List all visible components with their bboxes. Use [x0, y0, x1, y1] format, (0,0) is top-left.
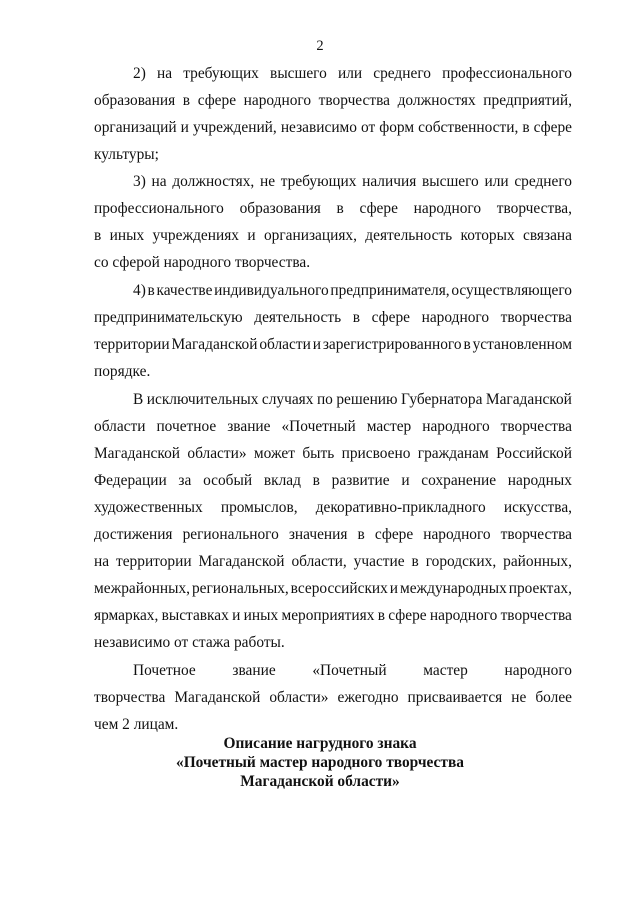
word: «Почетный — [312, 662, 387, 679]
paragraph-last-line: культуры; — [94, 146, 159, 163]
word: почетное — [156, 418, 217, 435]
word: в — [312, 472, 320, 489]
word: учреждений, — [192, 119, 277, 136]
word: Магаданской — [171, 336, 258, 353]
word: требующих — [183, 65, 259, 82]
word: народного — [421, 309, 490, 326]
word: на — [151, 173, 167, 190]
word: иных — [243, 607, 279, 624]
word: деятельность — [254, 309, 342, 326]
paragraph-line — [94, 579, 572, 599]
word: народного — [504, 662, 572, 679]
word: в — [352, 309, 361, 326]
word: районных, — [503, 553, 572, 570]
word: 2) — [133, 65, 146, 82]
word: случаях — [261, 391, 314, 408]
word: или — [484, 173, 509, 190]
word: установленном — [472, 336, 572, 353]
word: в — [336, 200, 344, 217]
word: более — [535, 689, 572, 706]
word: творчества — [500, 526, 572, 543]
word: народного — [423, 526, 491, 543]
word: участие — [353, 553, 405, 570]
page-number: 2 — [316, 38, 324, 54]
word: сфере — [533, 119, 572, 136]
word: и — [312, 336, 321, 353]
word: которых — [460, 227, 515, 244]
word: исключительных — [146, 391, 259, 408]
word: народных — [507, 472, 572, 489]
word: в — [147, 282, 155, 299]
word: области — [94, 418, 146, 435]
word: выставках — [161, 607, 229, 624]
word: народного — [429, 607, 498, 624]
word: форм — [379, 119, 415, 136]
word: деятельность — [365, 227, 453, 244]
word: области, — [291, 553, 347, 570]
word: и — [247, 227, 256, 244]
word: Магаданской — [174, 689, 261, 706]
word: по — [316, 391, 333, 408]
paragraph-line — [94, 444, 572, 464]
word: в — [94, 227, 102, 244]
word: территории — [94, 336, 170, 353]
word: особый — [203, 472, 253, 489]
paragraph-line — [133, 172, 572, 192]
word: предпринимательскую — [94, 309, 243, 326]
word: наличия — [362, 173, 417, 190]
word: решению — [336, 391, 398, 408]
word: индивидуального — [214, 282, 329, 299]
word: В — [133, 391, 144, 408]
word: Губернатора — [401, 391, 483, 408]
word: предпринимателя, — [330, 282, 450, 299]
word: Магаданской — [198, 553, 285, 570]
word: сохранение — [421, 472, 497, 489]
word: достижения — [94, 526, 173, 543]
word: межрайонных, — [94, 580, 191, 597]
word: мероприятиях — [281, 607, 375, 624]
word: присвоено — [341, 445, 411, 462]
word: гражданам — [417, 445, 489, 462]
heading-line: «Почетный мастер народного творчества — [176, 754, 464, 771]
word: творчества — [94, 689, 166, 706]
word: профессионального — [94, 200, 224, 217]
word: связана — [523, 227, 572, 244]
word: звание — [232, 662, 276, 679]
paragraph-last-line: независимо от стажа работы. — [94, 634, 285, 651]
word: зарегистрированного — [322, 336, 462, 353]
word: быть — [302, 445, 335, 462]
word: международных — [399, 580, 507, 597]
word: и — [389, 580, 399, 597]
word: творчества — [318, 92, 390, 109]
paragraph-line — [133, 64, 572, 84]
word: не — [511, 689, 527, 706]
paragraph-last-line: порядке. — [94, 363, 151, 380]
word: значения — [288, 526, 348, 543]
word: ежегодно — [337, 689, 399, 706]
word: промыслов, — [220, 499, 298, 516]
heading-line: Магаданской области» — [240, 773, 400, 790]
word: учреждениях — [152, 227, 239, 244]
paragraph-line — [94, 199, 572, 219]
word: Магаданской — [485, 391, 572, 408]
word: в — [182, 92, 191, 109]
word: Магаданской — [94, 445, 181, 462]
word: высшего — [422, 173, 479, 190]
word: организациях, — [263, 227, 357, 244]
word: независимо — [280, 119, 357, 136]
paragraph-line — [94, 498, 572, 518]
word: искусства, — [503, 499, 572, 516]
word: всероссийских — [290, 580, 388, 597]
word: творчества — [500, 418, 572, 435]
word: развитие — [331, 472, 390, 489]
paragraph-line — [94, 525, 572, 545]
word: сфере — [371, 309, 410, 326]
section-heading — [0, 734, 640, 791]
word: и — [180, 119, 189, 136]
word: в — [357, 526, 365, 543]
paragraph-line — [94, 688, 572, 708]
paragraph-last-line: со сферой народного творчества. — [94, 254, 311, 271]
paragraph-line — [94, 552, 572, 572]
word: осуществляющего — [451, 282, 572, 299]
word: за — [178, 472, 192, 489]
paragraph-line — [94, 226, 572, 246]
word: не — [259, 173, 276, 190]
word: в — [463, 336, 471, 353]
word: должностях, — [172, 173, 255, 190]
paragraph-line — [94, 308, 572, 328]
paragraph-line — [94, 118, 572, 138]
word: 4) — [133, 282, 146, 299]
word: творчества, — [496, 200, 572, 217]
word: или — [337, 65, 363, 82]
word: области — [259, 336, 311, 353]
word: области» — [187, 445, 247, 462]
word: организаций — [94, 119, 177, 136]
word: творчества — [500, 607, 572, 624]
word: вклад — [263, 472, 301, 489]
word: художественных — [94, 499, 203, 516]
word: ярмарках, — [94, 607, 159, 624]
word: региональных, — [191, 580, 289, 597]
word: сфере — [359, 200, 398, 217]
word: сфере — [388, 607, 427, 624]
word: народного — [413, 200, 482, 217]
word: городских, — [425, 553, 497, 570]
word: мастер — [423, 662, 468, 679]
word: области» — [269, 689, 329, 706]
word: звание — [227, 418, 271, 435]
word: народного — [243, 92, 312, 109]
word: и — [232, 607, 241, 624]
word: в — [411, 553, 419, 570]
paragraph-line — [94, 471, 572, 491]
word: должностях — [397, 92, 476, 109]
word: сфере — [374, 526, 414, 543]
word: «Почетный — [281, 418, 356, 435]
word: предприятий, — [483, 92, 572, 109]
word: профессионального — [442, 65, 572, 82]
word: в — [522, 119, 530, 136]
word: территории — [116, 553, 192, 570]
paragraph-line — [94, 606, 572, 626]
word: высшего — [270, 65, 327, 82]
word: проектах, — [508, 580, 572, 597]
word: требующих — [280, 173, 357, 190]
word: Российской — [496, 445, 572, 462]
heading-line: Описание нагрудного знака — [223, 735, 417, 752]
word: среднего — [514, 173, 572, 190]
word: регионального — [182, 526, 279, 543]
word: от — [361, 119, 376, 136]
word: образования — [94, 92, 176, 109]
paragraph-line — [94, 335, 572, 355]
paragraph-line — [133, 390, 572, 410]
word: творчества — [500, 309, 572, 326]
word: сфере — [197, 92, 237, 109]
word: на — [156, 65, 173, 82]
paragraph-line — [133, 661, 572, 681]
word: народного — [422, 418, 490, 435]
paragraph-line — [133, 281, 572, 301]
word: 3) — [133, 173, 146, 190]
paragraph-line — [94, 91, 572, 111]
word: и — [401, 472, 410, 489]
paragraph-last-line: чем 2 лицам. — [94, 716, 179, 733]
word: Федерации — [94, 472, 167, 489]
paragraph-line — [94, 417, 572, 437]
word: на — [94, 553, 110, 570]
word: декоративно-прикладного — [315, 499, 486, 516]
word: Почетное — [133, 662, 196, 679]
word: мастер — [366, 418, 412, 435]
word: в — [377, 607, 385, 624]
word: среднего — [373, 65, 431, 82]
word: иных — [109, 227, 145, 244]
word: может — [253, 445, 295, 462]
word: присваивается — [407, 689, 503, 706]
word: собственности, — [418, 119, 519, 136]
word: качестве — [156, 282, 213, 299]
word: образования — [239, 200, 321, 217]
